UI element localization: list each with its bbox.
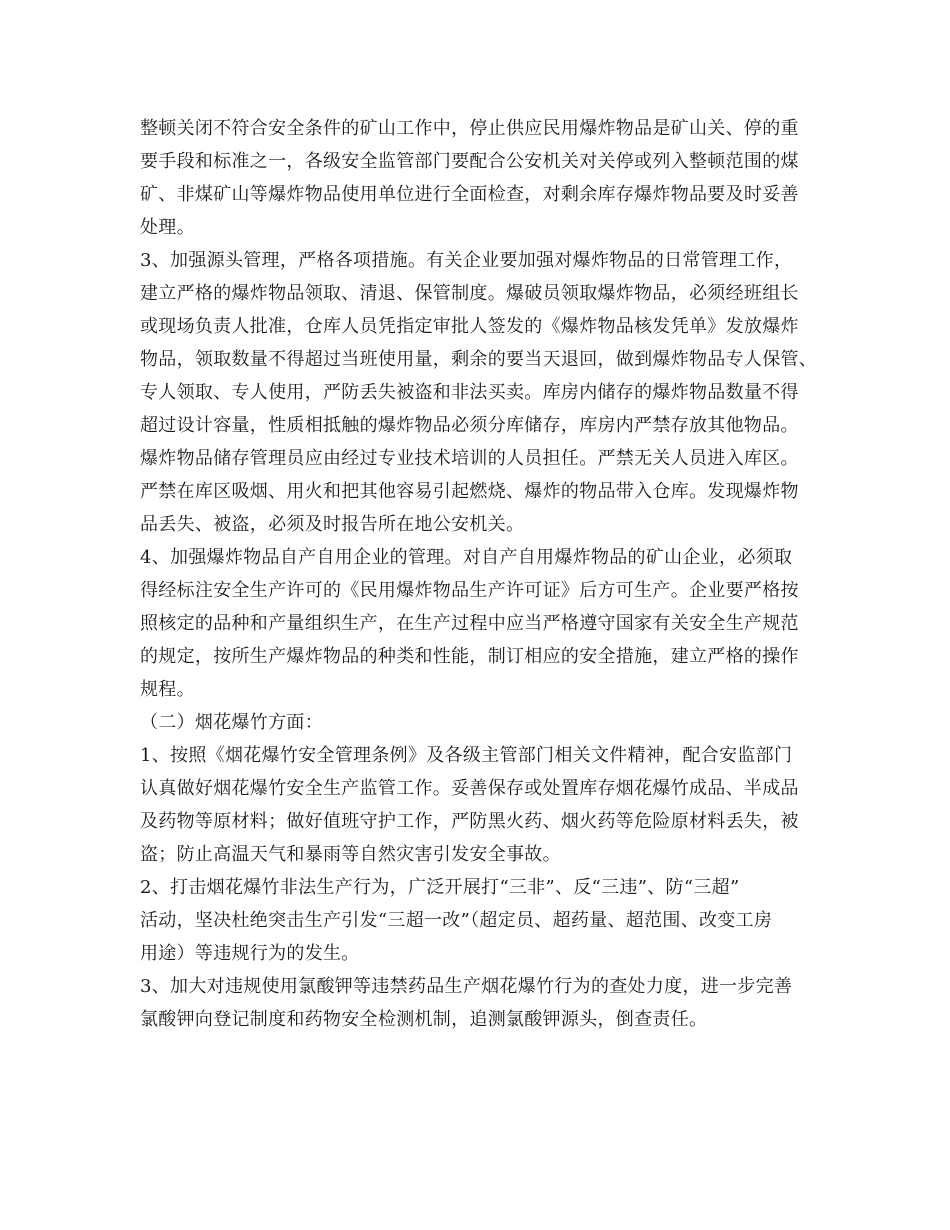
text-line: 建立严格的爆炸物品领取、清退、保管制度。爆破员领取爆炸物品，必须经班组长 <box>140 283 799 304</box>
text-line: 得经标注安全生产许可的《民用爆炸物品生产许可证》后方可生产。企业要严格按 <box>140 580 799 601</box>
text-line: 照核定的品种和产量组织生产，在生产过程中应当严格遵守国家有关安全生产规范 <box>140 613 799 634</box>
text-line: 整顿关闭不符合安全条件的矿山工作中，停止供应民用爆炸物品是矿山关、停的重 <box>140 118 799 139</box>
text-line: 要手段和标准之一，各级安全监管部门要配合公安机关对关停或列入整顿范围的煤 <box>140 151 799 172</box>
text-line: 的规定，按所生产爆炸物品的种类和性能，制订相应的安全措施，建立严格的操作 <box>140 646 799 667</box>
section-heading: （二）烟花爆竹方面： <box>140 712 323 733</box>
text-line: 2、打击烟花爆竹非法生产行为，广泛开展打“三非”、反“三违”、防“三超” <box>140 877 740 898</box>
text-line: 活动，坚决杜绝突击生产引发“三超一改”（超定员、超药量、超范围、改变工房 <box>140 910 773 931</box>
text-line: 处理。 <box>140 217 195 238</box>
text-line: 用途）等违规行为的发生。 <box>140 943 360 964</box>
text-line: 物品，领取数量不得超过当班使用量，剩余的要当天退回，做到爆炸物品专人保管、 <box>140 349 818 370</box>
text-line: 超过设计容量，性质相抵触的爆炸物品必须分库储存，库房内严禁存放其他物品。 <box>140 415 799 436</box>
text-line: 3、加大对违规使用氯酸钾等违禁药品生产烟花爆竹行为的查处力度，进一步完善 <box>140 976 793 997</box>
text-line: 严禁在库区吸烟、用火和把其他容易引起燃烧、爆炸的物品带入仓库。发现爆炸物 <box>140 481 799 502</box>
text-line: 氯酸钾向登记制度和药物安全检测机制，追测氯酸钾源头，倒查责任。 <box>140 1009 708 1030</box>
text-line: 规程。 <box>140 679 195 700</box>
document-body <box>140 112 820 1036</box>
text-line: 或现场负责人批准，仓库人员凭指定审批人签发的《爆炸物品核发凭单》发放爆炸 <box>140 316 799 337</box>
text-line: 认真做好烟花爆竹安全生产监管工作。妥善保存或处置库存烟花爆竹成品、半成品 <box>140 778 799 799</box>
text-line: 矿、非煤矿山等爆炸物品使用单位进行全面检查，对剩余库存爆炸物品要及时妥善 <box>140 184 799 205</box>
text-line: 及药物等原材料；做好值班守护工作，严防黑火药、烟火药等危险原材料丢失，被 <box>140 811 799 832</box>
text-line: 品丢失、被盗，必须及时报告所在地公安机关。 <box>140 514 525 535</box>
text-line: 爆炸物品储存管理员应由经过专业技术培训的人员担任。严禁无关人员进入库区。 <box>140 448 799 469</box>
text-line: 3、加强源头管理，严格各项措施。有关企业要加强对爆炸物品的日常管理工作， <box>140 250 793 271</box>
text-line: 1、按照《烟花爆竹安全管理条例》及各级主管部门相关文件精神，配合安监部门 <box>140 745 793 766</box>
text-line: 盗；防止高温天气和暴雨等自然灾害引发安全事故。 <box>140 844 561 865</box>
text-line: 专人领取、专人使用，严防丢失被盗和非法买卖。库房内储存的爆炸物品数量不得 <box>140 382 799 403</box>
text-line: 4、加强爆炸物品自产自用企业的管理。对自产自用爆炸物品的矿山企业，必须取 <box>140 547 793 568</box>
